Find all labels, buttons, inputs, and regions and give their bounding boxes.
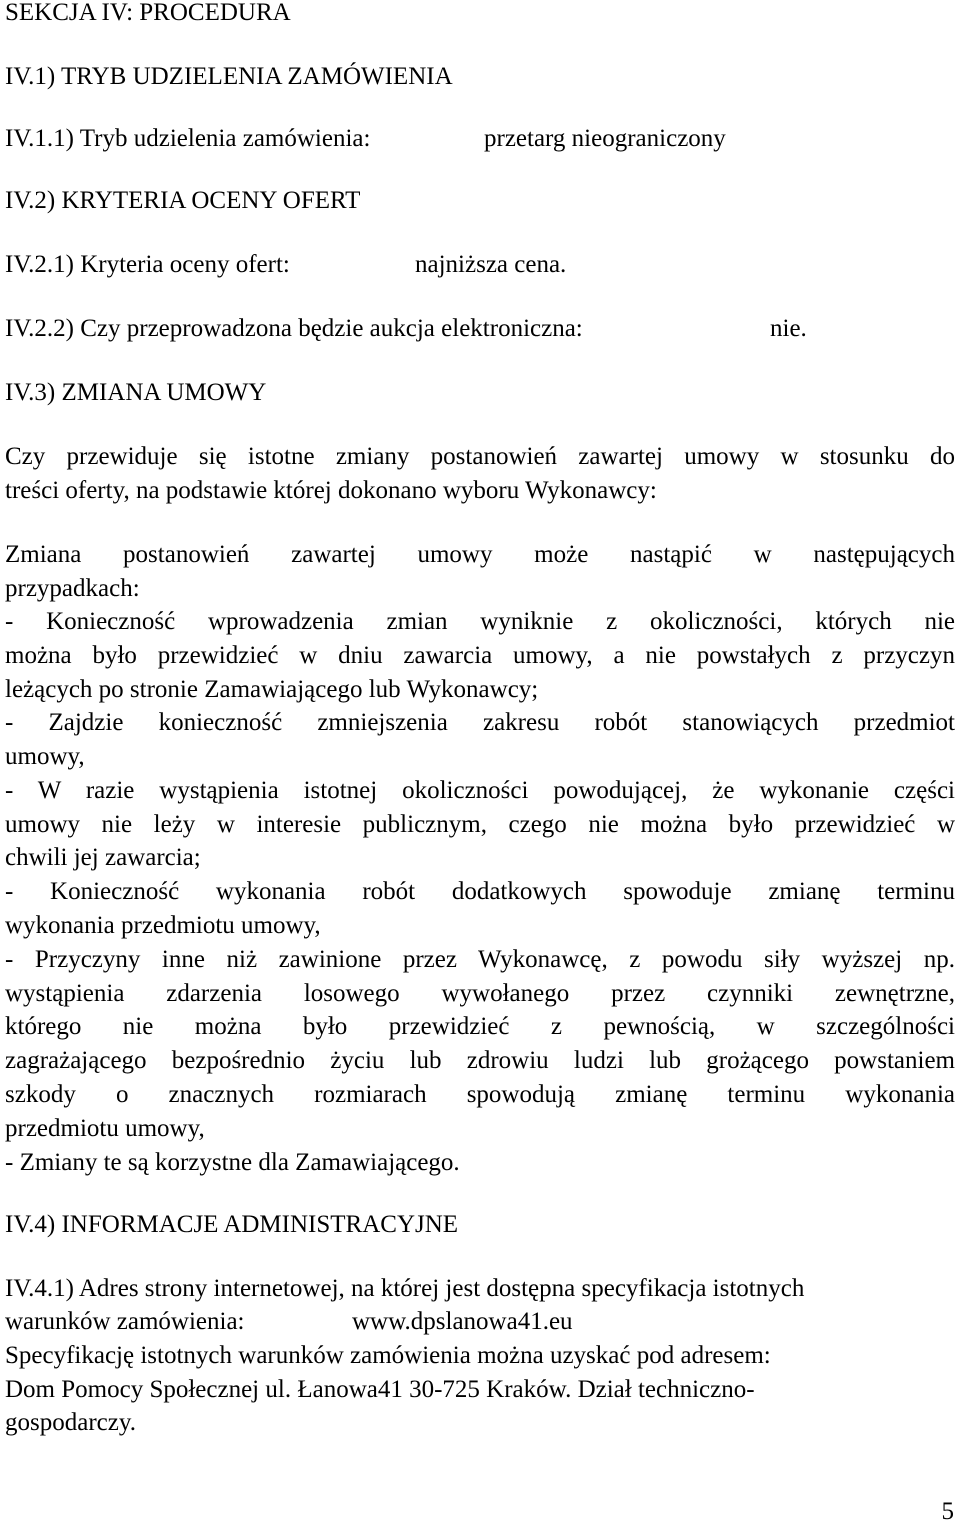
body-line: którego nie można było przewidzieć z pewnością, w szczególności	[5, 1013, 955, 1040]
body-line: wykonania przedmiotu umowy,	[5, 912, 321, 939]
informacje-line: IV.4.1) Adres strony internetowej, na której jest dostępna specyfikacja istotnych	[5, 1275, 805, 1302]
zmiana-heading: IV.3) ZMIANA UMOWY	[5, 379, 267, 406]
body-line: - Zajdzie konieczność zmniejszenia zakresu robót stanowiących przedmiot	[5, 709, 955, 736]
body-line: - Konieczność wprowadzenia zmian wyniknie z okoliczności, których nie	[5, 608, 955, 635]
informacje-heading: IV.4) INFORMACJE ADMINISTRACYJNE	[5, 1211, 459, 1238]
page-number: 5	[941, 1498, 954, 1525]
body-line: umowy,	[5, 743, 85, 770]
body-line: umowy nie leży w interesie publicznym, czego nie można było przewidzieć w	[5, 811, 955, 838]
body-line: szkody o znacznych rozmiarach spowodują zmianę terminu wykonania	[5, 1081, 955, 1108]
body-line: zagrażającego bezpośrednio życiu lub zdrowiu ludzi lub grożącego powstaniem	[5, 1047, 955, 1074]
kryteria-label: IV.2.1) Kryteria oceny ofert:	[5, 251, 290, 278]
section-title: SEKCJA IV: PROCEDURA	[5, 0, 291, 26]
body-line: można było przewidzieć w dniu zawarcia umowy, a nie powstałych z przyczyn	[5, 642, 955, 669]
aukcja-label: IV.2.2) Czy przeprowadzona będzie aukcja elektroniczna:	[5, 315, 583, 342]
body-line: - Przyczyny inne niż zawinione przez Wykonawcę, z powodu siły wyższej np.	[5, 946, 955, 973]
website-link: www.dpslanowa41.eu	[352, 1308, 573, 1335]
kryteria-heading: IV.2) KRYTERIA OCENY OFERT	[5, 187, 361, 214]
informacje-line: Dom Pomocy Społecznej ul. Łanowa41 30-725 Kraków. Dział techniczno-	[5, 1376, 755, 1403]
warunki-label: warunków zamówienia:	[5, 1308, 245, 1335]
body-line: wystąpienia zdarzenia losowego wywołanego przez czynniki zewnętrzne,	[5, 980, 955, 1007]
body-line: Zmiana postanowień zawartej umowy może nastąpić w następujących	[5, 541, 955, 568]
kryteria-value: najniższa cena.	[415, 251, 567, 278]
body-line: chwili jej zawarcia;	[5, 844, 201, 871]
body-line: przypadkach:	[5, 575, 140, 602]
body-line: - Konieczność wykonania robót dodatkowych spowoduje zmianę terminu	[5, 878, 955, 905]
tryb-label: IV.1.1) Tryb udzielenia zamówienia:	[5, 125, 371, 152]
body-line: leżących po stronie Zamawiającego lub Wykonawcy;	[5, 676, 539, 703]
informacje-line: Specyfikację istotnych warunków zamówienia można uzyskać pod adresem:	[5, 1342, 771, 1369]
tryb-value: przetarg nieograniczony	[484, 125, 726, 152]
body-line: - Zmiany te są korzystne dla Zamawiającego.	[5, 1149, 460, 1176]
body-line: przedmiotu umowy,	[5, 1115, 205, 1142]
aukcja-value: nie.	[770, 315, 807, 342]
informacje-line: gospodarczy.	[5, 1409, 136, 1436]
tryb-heading: IV.1) TRYB UDZIELENIA ZAMÓWIENIA	[5, 63, 453, 90]
body-line: - W razie wystąpienia istotnej okoliczności powodującej, że wykonanie części	[5, 777, 955, 804]
question-line: Czy przewiduje się istotne zmiany postanowień zawartej umowy w stosunku do	[5, 443, 955, 470]
question-line: treści oferty, na podstawie której dokonano wyboru Wykonawcy:	[5, 477, 657, 504]
